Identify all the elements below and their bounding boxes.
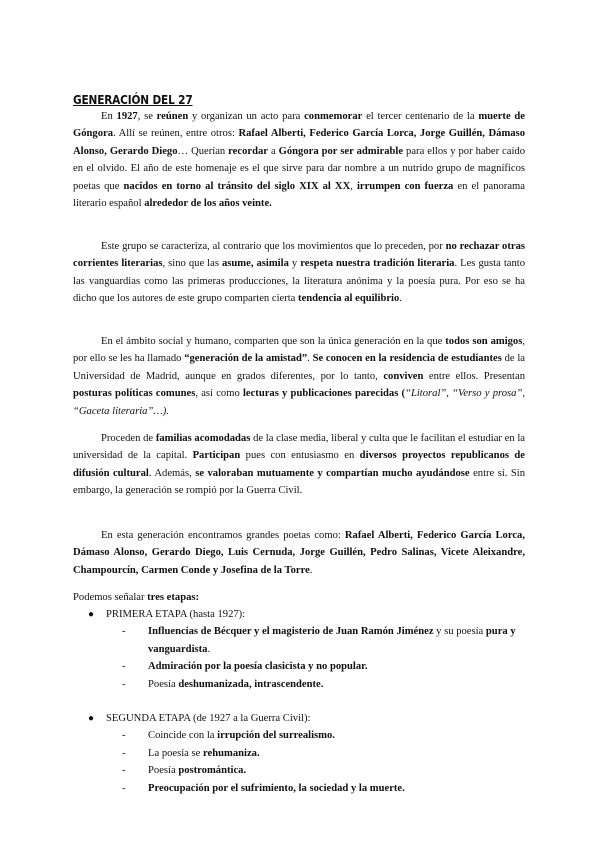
text-span: y organizan un acto para <box>188 111 305 122</box>
text-run: reúnen <box>156 111 189 122</box>
text-span <box>178 765 246 776</box>
text-span: y <box>288 258 301 270</box>
text-span <box>445 336 522 347</box>
etapa-1-item <box>73 623 528 658</box>
dash-icon: - <box>122 626 126 638</box>
text-run: Rafael Alberti, Federico García Lorca, Dámaso Alonso, Gerardo Diego, Luis Cernuda, Jorge Guillén, Pedro Salinas, Vicete Aleixandre, Champourcín, Carmen Conde y Josefina de la Torre <box>73 530 526 576</box>
text-run: Preocupación por el sufrimiento, la sociedad y la muerte. <box>148 782 405 794</box>
text-run: pura y vanguardista <box>148 626 516 655</box>
text-span <box>217 730 335 741</box>
text-span <box>184 353 307 364</box>
text-span: En <box>101 111 117 122</box>
text-span <box>148 783 405 794</box>
text-run: alrededor de los años veinte. <box>144 198 272 210</box>
text-span: entre ellos. Presentan <box>423 370 525 382</box>
text-span: , así como <box>195 388 243 400</box>
paragraph-4 <box>73 430 525 500</box>
text-span <box>304 111 362 122</box>
text-run: nacidos en torno al tránsito del siglo XIX al XX <box>123 180 351 192</box>
text-run: diversos proyectos republicanos de difusión cultural <box>73 450 525 479</box>
text-span: Proceden de <box>101 433 156 444</box>
text-run: “Litoral”, “Verso y prosa”, “Gaceta literaria”…). <box>73 388 525 417</box>
text-run: muerte de Góngora <box>73 111 526 140</box>
text-span: . <box>207 643 211 655</box>
paragraph-5 <box>73 527 525 579</box>
text-span: pues con entusiasmo en <box>240 450 360 462</box>
text-span <box>195 468 469 479</box>
text-span: En el ámbito social y humano, comparten que son la única generación en la que <box>101 336 446 347</box>
text-span: . Además, <box>148 467 196 479</box>
text-span <box>117 111 138 122</box>
etapa-2 <box>73 710 528 797</box>
text-span <box>178 679 323 690</box>
dash-icon: - <box>122 747 126 759</box>
text-run: asume, asimila <box>221 258 289 270</box>
text-run: “generación de la amistad” <box>184 353 308 365</box>
text-span: Podemos señalar <box>73 592 148 603</box>
etapas-intro <box>73 589 199 606</box>
etapa-1 <box>73 606 528 693</box>
text-span <box>124 181 351 192</box>
document-title: GENERACIÓN DEL 27 <box>73 93 193 107</box>
bullet-icon: ● <box>88 713 95 724</box>
text-run: irrupción del surrealismo. <box>217 730 335 742</box>
dash-icon: - <box>122 678 126 690</box>
text-run: tendencia al equilibrio <box>298 293 400 305</box>
paragraph-2 <box>73 238 525 308</box>
text-span: . <box>309 564 313 576</box>
text-run: se valoraban mutuamente y compartían mucho ayudándose <box>195 467 470 479</box>
etapa-1-item <box>73 676 528 693</box>
text-span: … Querían <box>177 145 229 157</box>
text-span <box>193 450 241 461</box>
text-span: , sino que las <box>162 258 222 270</box>
paragraph-1 <box>73 108 525 212</box>
text-run: todos son amigos <box>445 336 523 347</box>
dash-icon: - <box>122 765 126 777</box>
text-span: Coincide con la <box>148 730 218 742</box>
text-span: a <box>267 145 279 157</box>
text-span: En esta generación encontramos grandes poetas como: <box>101 530 345 541</box>
text-span: SEGUNDA ETAPA (de 1927 a la Guerra Civil): <box>106 713 311 724</box>
text-span: , se <box>137 111 157 122</box>
text-span: Poesía <box>148 765 179 777</box>
text-span: , <box>350 180 357 192</box>
bullet-icon: ● <box>88 609 95 620</box>
etapa-2-item <box>73 745 528 762</box>
text-span: PRIMERA ETAPA (hasta 1927) <box>106 609 243 620</box>
text-span: La poesía se <box>148 747 204 759</box>
text-span: y su poesía <box>433 626 486 638</box>
dash-icon: - <box>122 661 126 673</box>
text-run: Rafael Alberti, Federico García Lorca, Jorge Guillén, Dámaso Alonso, Gerardo Diego <box>73 128 525 157</box>
text-span <box>300 258 454 269</box>
text-run: Admiración por la poesía clasicista y no popular. <box>148 661 368 673</box>
text-run: respeta nuestra tradición literaria <box>300 258 455 270</box>
text-span <box>203 748 260 759</box>
etapa-1-heading <box>73 606 528 623</box>
text-span <box>298 293 399 304</box>
paragraph-3 <box>73 333 525 420</box>
text-span <box>148 626 434 637</box>
text-span: de la clase media, liberal y culta que le facilitan el estudiar en la universidad de la capital. <box>73 433 525 462</box>
text-run: conmemorar <box>304 111 363 122</box>
text-span: : <box>242 609 246 620</box>
text-run: lecturas y publicaciones parecidas ( <box>242 388 406 400</box>
text-run: Se conocen en la residencia de estudiantes <box>312 353 502 365</box>
text-span <box>279 146 403 157</box>
text-span: Este grupo se caracteriza, al contrario que los movimientos que lo preceden, por <box>101 241 446 252</box>
text-run: postromántica. <box>178 765 247 777</box>
text-span <box>144 198 272 209</box>
dash-icon: - <box>122 782 126 794</box>
text-span <box>73 388 195 399</box>
text-span <box>313 353 502 364</box>
text-run: conviven <box>383 370 424 382</box>
text-run: deshumanizada, intrascendente. <box>178 678 324 690</box>
text-run: rehumaniza. <box>203 747 260 759</box>
etapa-2-heading <box>73 710 528 727</box>
text-run: Participan <box>192 450 241 462</box>
text-span <box>148 661 368 672</box>
text-span <box>156 433 251 444</box>
text-span: . <box>307 353 313 365</box>
text-span <box>228 146 268 157</box>
text-run: tres etapas: <box>147 592 200 603</box>
text-span: . Les gusta tanto las vanguardias como las primeras producciones, la literatura anónima y la poesía pura. Por eso se ha dicho que los autores de este grupo comparten cierta <box>73 258 526 305</box>
text-span: en el panorama literario español <box>73 180 525 210</box>
text-span <box>383 371 423 382</box>
etapa-2-item <box>73 727 528 744</box>
text-run: 1927 <box>116 111 138 122</box>
text-run: posturas políticas comunes <box>73 388 196 400</box>
text-span <box>222 258 289 269</box>
text-run: irrumpen con fuerza <box>356 180 454 192</box>
etapa-2-item <box>73 762 528 779</box>
text-span: entre sí. Sin embargo, la generación se rompió por la Guerra Civil. <box>73 467 526 497</box>
text-span: . Allí se reúnen, entre otros: <box>113 128 239 140</box>
text-span: Poesía <box>148 678 179 690</box>
dash-icon: - <box>122 730 126 742</box>
text-span <box>147 592 199 603</box>
etapa-1-item <box>73 658 528 675</box>
text-span: . <box>399 293 402 305</box>
text-span: para ellos y por haber caído en el olvido. El año de este homenaje es el que sirve para dar nombre a un nutrido grupo de magníficos poetas que <box>73 145 526 192</box>
text-span: el tercer centenario de la <box>362 111 479 122</box>
text-span <box>157 111 189 122</box>
etapa-2-item <box>73 780 528 797</box>
text-span: , por ello se les ha llamado <box>73 336 526 365</box>
text-run: Góngora por ser admirable <box>278 145 404 157</box>
text-run: no rechazar otras corrientes literarias <box>73 241 526 270</box>
text-run: recordar <box>228 145 268 157</box>
text-span <box>357 181 453 192</box>
text-run: familias acomodadas <box>155 433 251 444</box>
text-span: de la Universidad de Madrid, aunque en grados diferentes, por lo tanto, <box>73 353 525 382</box>
text-span <box>243 388 405 399</box>
text-run: Influencias de Bécquer y el magisterio de Juan Ramón Jiménez <box>148 626 434 638</box>
